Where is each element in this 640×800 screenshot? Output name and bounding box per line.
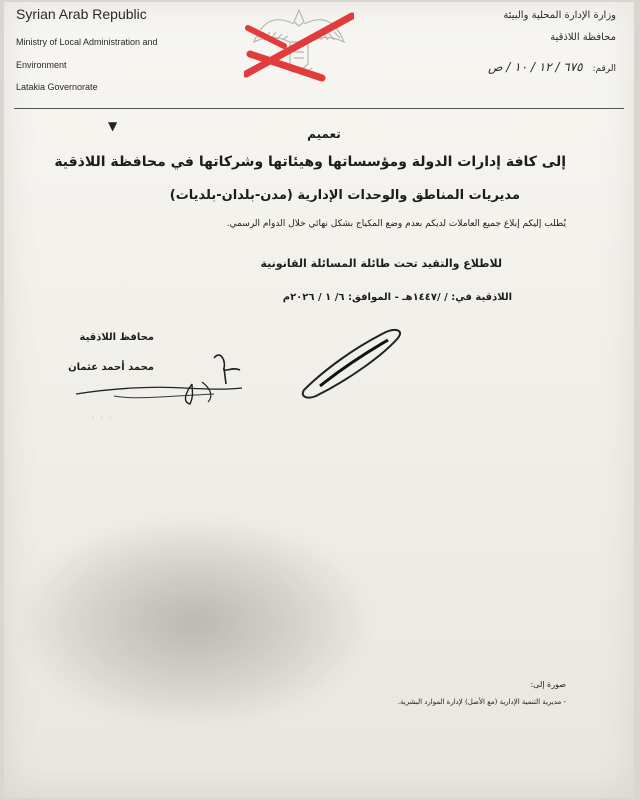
cc-item: - مديرية التنمية الإدارية (مع الأصل) لإدارة الموارد البشرية. — [397, 698, 566, 706]
document-page — [4, 2, 634, 798]
reference-value: ٦٧٥ / ١٢ / ١٠ / ص — [487, 60, 583, 74]
header-ministry-en-line1: Ministry of Local Administration and — [16, 37, 158, 47]
shadow-smudge — [24, 522, 364, 722]
header-governorate-ar: محافظة اللاذقية — [550, 32, 616, 43]
header-governorate-en: Latakia Governorate — [16, 82, 98, 92]
reference-number — [488, 60, 616, 74]
signatory-name: محمد أحمد عثمان — [68, 362, 154, 373]
cc-label: صورة إلى: — [530, 680, 566, 689]
addressee-line-2: مديريات المناطق والوحدات الإدارية (مدن-بلدان-بلديات) — [169, 188, 520, 203]
date-line: اللاذقية في: / /١٤٤٧هـ - الموافق: ٦/ ١ / ٢٠٢٦م — [282, 292, 512, 303]
signatory-title: محافظ اللاذقية — [79, 332, 154, 343]
document-title: تعميم — [307, 127, 341, 141]
reference-label: الرقم: — [592, 64, 616, 74]
header-country-en: Syrian Arab Republic — [16, 6, 147, 22]
ornament-icon: ▼ — [108, 119, 118, 133]
header-ministry-ar: وزارة الإدارة المحلية والبيئة — [503, 10, 616, 21]
header-divider — [14, 108, 624, 109]
header-ministry-en-line2: Environment — [16, 60, 67, 70]
addressee-line-1: إلى كافة إدارات الدولة ومؤسساتها وهيئاتها وشركاتها في محافظة اللاذقية — [54, 154, 566, 170]
eagle-emblem-icon — [244, 2, 354, 82]
pen-signature-mark — [294, 320, 414, 400]
faded-stamp-mark: · · · — [92, 414, 114, 422]
legal-warning: للاطلاع والتقيد تحت طائلة المسائلة القانونية — [260, 257, 502, 270]
request-text: يُطلب إليكم إبلاغ جميع العاملات لديكم بعدم وضع المكياج بشكل نهائي خلال الدوام الرسمي. — [226, 219, 566, 229]
